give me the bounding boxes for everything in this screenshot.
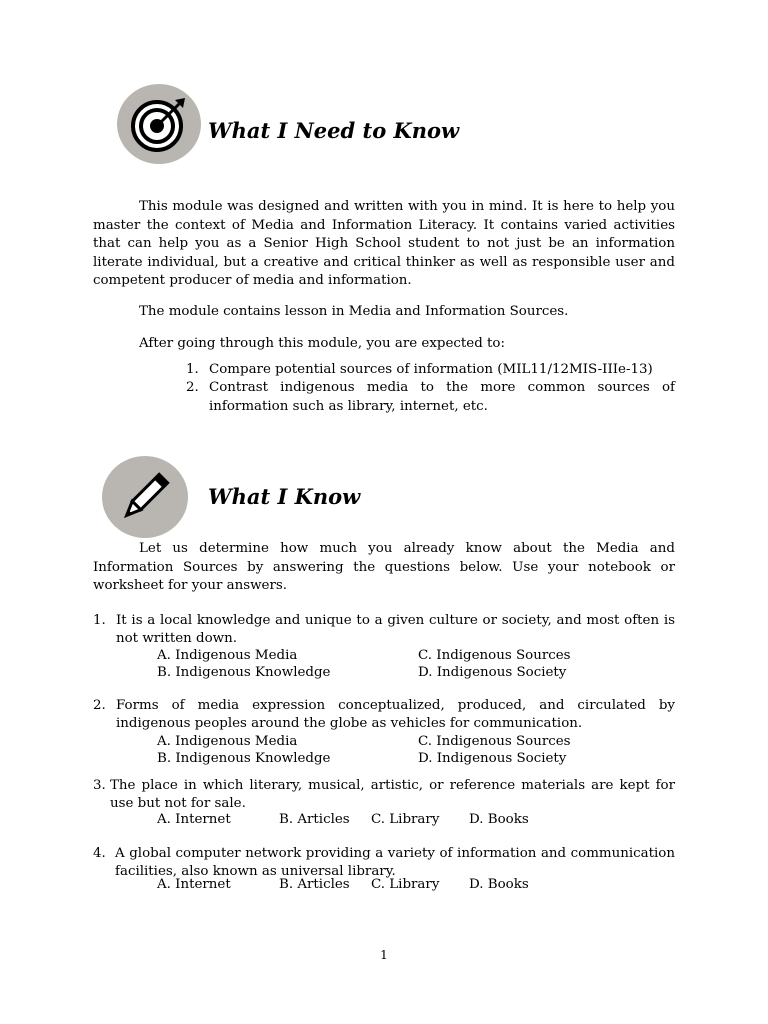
section-title: What I Need to Know [208,118,460,143]
intro-paragraph: This module was designed and written with you in mind. It is here to help you master the context of Media and Information Literacy. It contains varied activities that can help you as a Senior High School student to not just be an information literate individual, but a creative and critical thinker as well as responsible user and competent producer of media and information. [93,199,675,288]
answer-option: D. Indigenous Society [418,665,567,680]
intro-paragraph: Let us determine how much you already know about the Media and Information Sources by answering the questions below. Use your notebook or worksheet for your answers. [93,541,675,593]
answer-option: D. Indigenous Society [418,751,567,766]
objective-item: 1. Compare potential sources of information (MIL11/12MIS-IIIe-13) [186,362,653,377]
question-item: 1. It is a local knowledge and unique to a given culture or society, and most often is not written down. [93,613,675,646]
answer-option: D. Books [469,877,529,892]
expect-text: After going through this module, you are expected to: [139,336,505,351]
target-icon [117,84,201,164]
pencil-icon [102,456,188,538]
page-number: 1 [380,948,388,962]
answer-option: C. Indigenous Sources [418,648,571,663]
answer-option: C. Indigenous Sources [418,734,571,749]
answer-option: A. Indigenous Media [157,734,298,749]
question-item: 4. A global computer network providing a variety of information and communication facilities, also known as universal library. [93,846,675,879]
answer-option: B. Articles [279,877,350,892]
answer-option: A. Indigenous Media [157,648,298,663]
answer-option: D. Books [469,812,529,827]
answer-option: B. Indigenous Knowledge [157,751,331,766]
answer-option: B. Indigenous Knowledge [157,665,331,680]
lesson-text: The module contains lesson in Media and Information Sources. [139,304,569,319]
answer-option: A. Internet [157,877,231,892]
answer-option: B. Articles [279,812,350,827]
answer-option: C. Library [371,812,440,827]
answer-option: C. Library [371,877,440,892]
section-title: What I Know [208,484,361,509]
answer-option: A. Internet [157,812,231,827]
objective-item: 2. Contrast indigenous media to the more common sources of information such as library, internet, etc. [186,380,675,414]
question-item: 3. The place in which literary, musical, artistic, or reference materials are kept for use but not for sale. [93,778,675,811]
question-item: 2. Forms of media expression conceptualized, produced, and circulated by indigenous peoples around the globe as vehicles for communication. [93,698,675,731]
